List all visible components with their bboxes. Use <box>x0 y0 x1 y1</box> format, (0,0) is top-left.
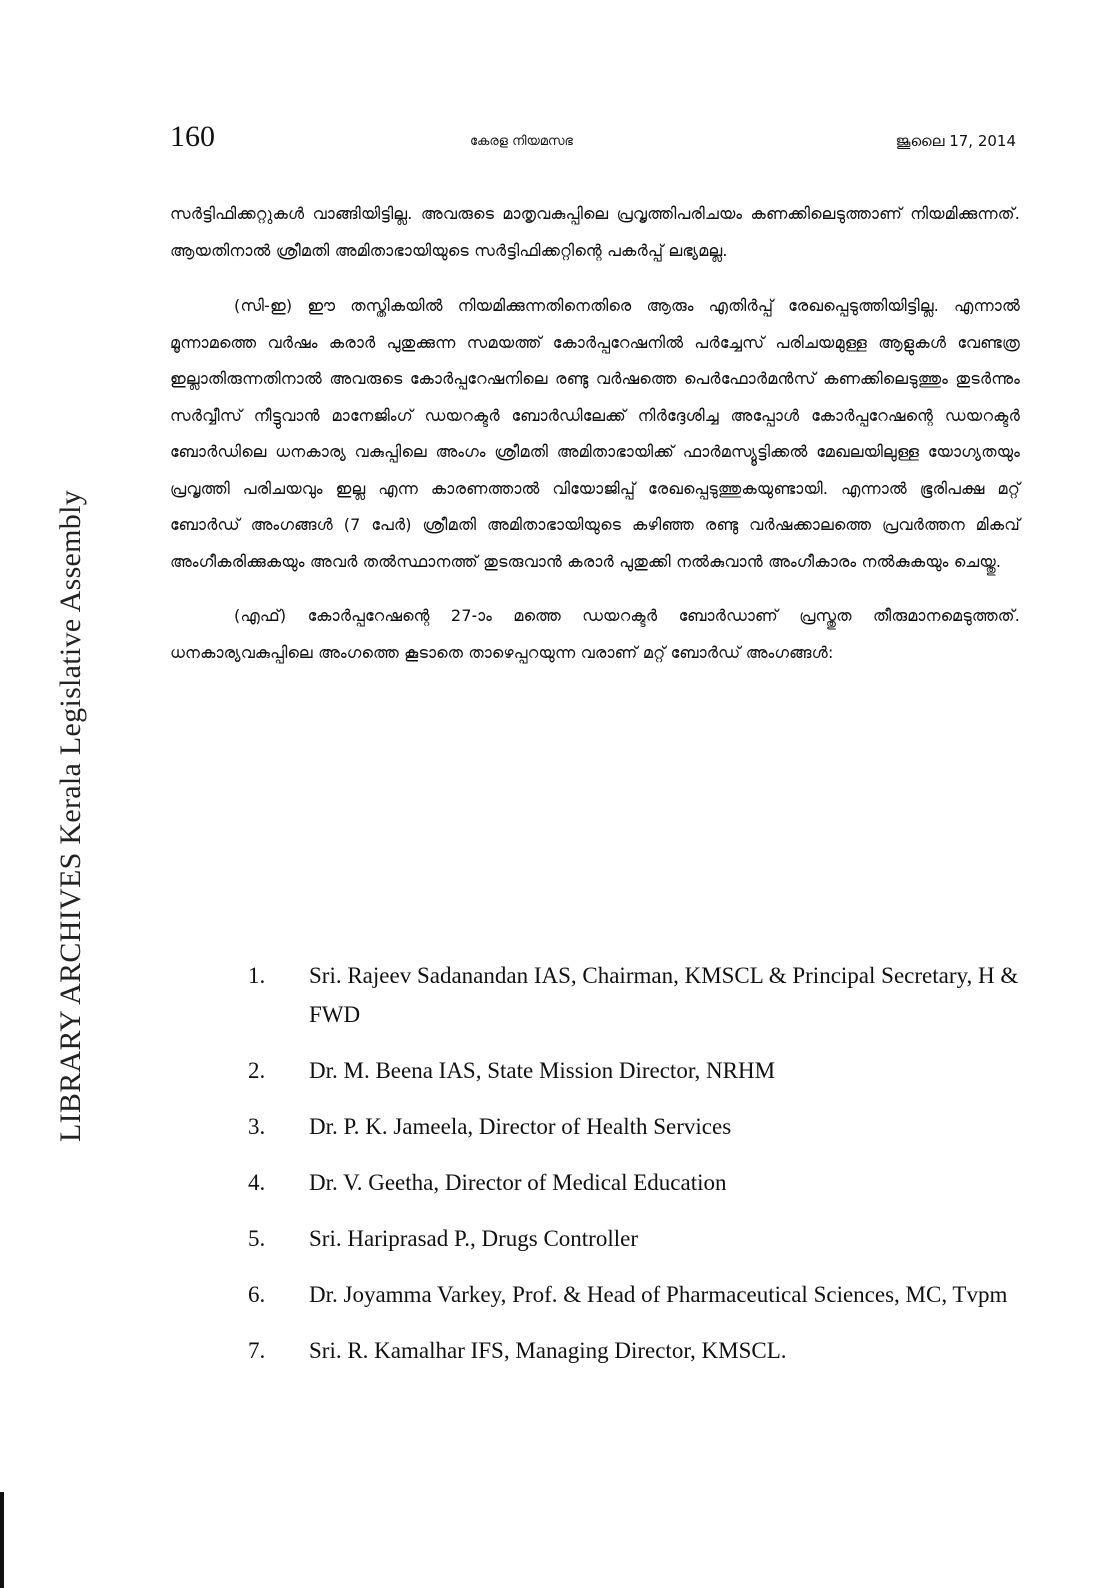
list-number: 6. <box>248 1282 266 1307</box>
list-item <box>248 1219 1038 1258</box>
paragraph-f: (എഫ്) കോർപ്പറേഷന്റെ 27-ാം മത്തെ ഡയറക്ടർ ബോർഡാണ് പ്രസ്തുത തീരുമാനമെടുത്തത്. ധനകാര്യവകുപ്പിലെ അംഗത്തെ കൂടാതെ താഴെപ്പറയുന്ന വരാണ് മറ്റ് ബോർഡ് അംഗങ്ങൾ: <box>170 606 1020 662</box>
document-body <box>170 196 1020 671</box>
member-text: Sri. Hariprasad P., Drugs Controller <box>309 1226 638 1251</box>
list-number: 5. <box>248 1226 266 1251</box>
list-item <box>248 1163 1038 1202</box>
list-number: 4. <box>248 1170 266 1195</box>
list-number: 1. <box>248 963 266 988</box>
list-item <box>248 956 1038 1034</box>
member-text: Sri. R. Kamalhar IFS, Managing Director, KMSCL. <box>309 1338 787 1363</box>
list-number: 7. <box>248 1338 266 1363</box>
list-number: 3. <box>248 1114 266 1139</box>
list-item <box>248 1331 1038 1370</box>
list-item <box>248 1107 1038 1146</box>
running-head: കേരള നിയമസഭ <box>470 134 573 149</box>
member-text: Dr. P. K. Jameela, Director of Health Services <box>309 1114 732 1139</box>
list-item <box>248 1051 1038 1090</box>
board-members-list <box>248 956 1038 1387</box>
archive-stamp: LIBRARY ARCHIVES Kerala Legislative Assembly <box>54 489 87 1142</box>
paragraph-c-e: (സി-ഇ) ഈ തസ്തികയിൽ നിയമിക്കുന്നതിനെതിരെ ആരും എതിർപ്പ് രേഖപ്പെടുത്തിയിട്ടില്ല. എന്നാൽ മൂന്നാമത്തെ വർഷം കരാർ പുതുക്കുന്ന സമയത്ത് കോർപ്പറേഷനിൽ പർച്ചേസ് പരിചയമുള്ള ആളുകൾ വേണ്ടത്ര ഇല്ലാതിരുന്നതിനാൽ അവരുടെ കോർപ്പറേഷനിലെ രണ്ടു വർഷത്തെ പെർഫോർമൻസ് കണക്കിലെടുത്തും തുടർന്നും സർവ്വീസ് നീട്ടുവാൻ മാനേജിംഗ് ഡയറക്ടർ ബോർഡിലേക്ക് നിർദ്ദേശിച്ച അപ്പോൾ കോർപ്പറേഷന്റെ ഡയറക്ടർ ബോർഡിലെ ധനകാര്യ വകുപ്പിലെ അംഗം ശ്രീമതി അമിതാഭായിക്ക് ഫാർമസ്യൂട്ടിക്കൽ മേഖലയിലുള്ള യോഗ്യതയും പ്രവൃത്തി പരിചയവും ഇല്ല എന്ന കാരണത്താൽ വിയോജിപ്പ് രേഖപ്പെടുത്തുകയുണ്ടായി. എന്നാൽ ഭൂരിപക്ഷ മറ്റ് ബോർഡ് അംഗങ്ങൾ (7 പേർ) ശ്രീമതി അമിതാഭായിയുടെ കഴിഞ്ഞ രണ്ടു വർഷക്കാലത്തെ പ്രവർത്തന മികവ് അംഗീകരിക്കുകയും അവർ തൽസ്ഥാനത്ത് തുടരുവാൻ കരാർ പുതുക്കി നൽകുവാൻ അംഗീകാരം നൽകുകയും ചെയ്തു. <box>170 296 1020 571</box>
member-text: Dr. M. Beena IAS, State Mission Director, NRHM <box>309 1058 776 1083</box>
page-number: 160 <box>170 120 215 153</box>
list-item <box>248 1275 1038 1314</box>
edge-mark <box>0 1492 4 1588</box>
member-text: Dr. V. Geetha, Director of Medical Education <box>309 1170 727 1195</box>
header-date: ജൂലൈ 17, 2014 <box>895 132 1016 150</box>
list-number: 2. <box>248 1058 266 1083</box>
member-text: Sri. Rajeev Sadanandan IAS, Chairman, KMSCL & Principal Secretary, H & FWD <box>309 963 1019 1027</box>
member-text: Dr. Joyamma Varkey, Prof. & Head of Pharmaceutical Sciences, MC, Tvpm <box>309 1282 1008 1307</box>
page-header <box>170 120 1016 160</box>
paragraph-certificates: സർട്ടിഫിക്കറ്റുകൾ വാങ്ങിയിട്ടില്ല. അവരുടെ മാതൃവകുപ്പിലെ പ്രവൃത്തിപരിചയം കണക്കിലെടുത്താണ് നിയമിക്കുന്നത്. ആയതിനാൽ ശ്രീമതി അമിതാഭായിയുടെ സർട്ടിഫിക്കറ്റിന്റെ പകർപ്പ് ലഭ്യമല്ല. <box>170 204 1020 260</box>
